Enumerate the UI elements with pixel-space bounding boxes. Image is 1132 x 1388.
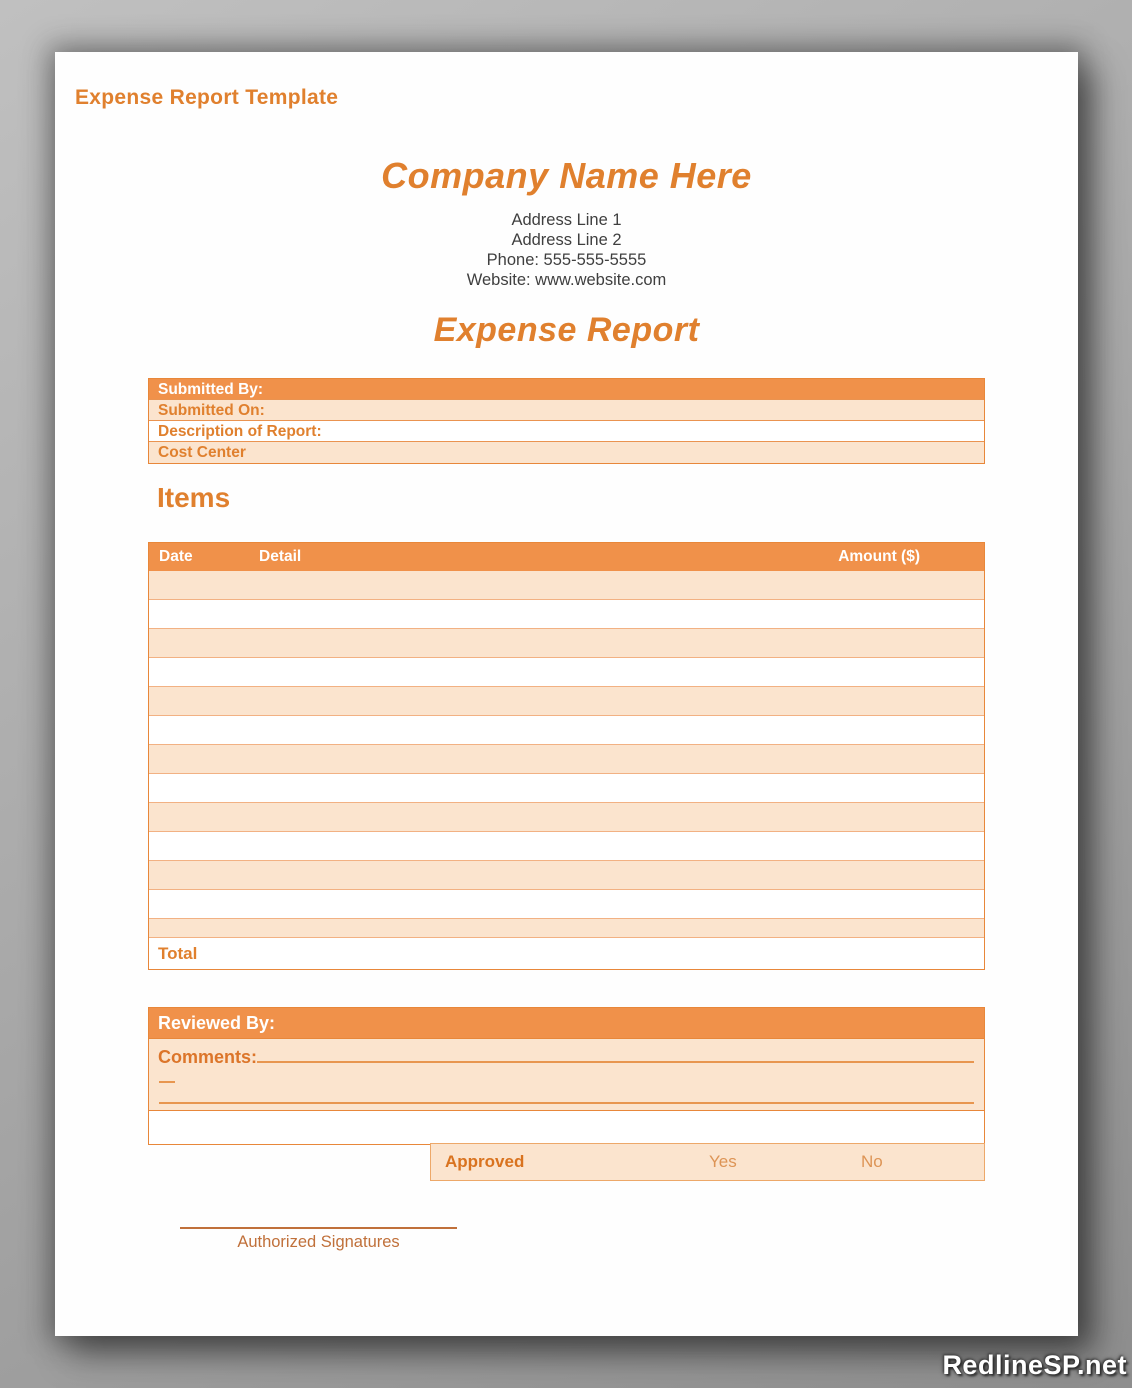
item-row-1[interactable] bbox=[149, 571, 984, 600]
item-row-8[interactable] bbox=[149, 774, 984, 803]
company-phone: Phone: 555-555-5555 bbox=[486, 251, 647, 269]
item-row-11[interactable] bbox=[149, 861, 984, 890]
description-of-report-label: Description of Report: bbox=[158, 423, 322, 440]
reviewer-empty-row[interactable] bbox=[149, 1111, 984, 1144]
item-row-10[interactable] bbox=[149, 832, 984, 861]
comments-field[interactable] bbox=[149, 1039, 984, 1111]
cost-center-label: Cost Center bbox=[158, 444, 246, 461]
item-row-7[interactable] bbox=[149, 745, 984, 774]
item-row-5[interactable] bbox=[149, 687, 984, 716]
approved-label: Approved bbox=[445, 1152, 525, 1171]
reviewed-by-header bbox=[149, 1008, 984, 1039]
comments-underline bbox=[257, 1043, 974, 1063]
item-row-13[interactable] bbox=[149, 919, 984, 938]
items-table-header bbox=[149, 543, 984, 571]
item-row-6[interactable] bbox=[149, 716, 984, 745]
items-rows-container bbox=[149, 571, 984, 938]
comments-second-underline bbox=[159, 1102, 974, 1104]
cost-center-field[interactable] bbox=[149, 442, 984, 463]
column-header-amount: Amount ($) bbox=[838, 548, 920, 565]
item-row-12[interactable] bbox=[149, 890, 984, 919]
signature-caption: Authorized Signatures bbox=[237, 1233, 400, 1251]
template-title: Expense Report Template bbox=[75, 86, 339, 109]
company-contact-block bbox=[148, 210, 985, 290]
signature-line[interactable] bbox=[180, 1227, 457, 1229]
submission-table bbox=[148, 378, 985, 464]
submitted-by-label: Submitted By: bbox=[158, 381, 264, 398]
company-address-line-1: Address Line 1 bbox=[511, 211, 622, 229]
items-section-title: Items bbox=[157, 482, 231, 513]
item-row-2[interactable] bbox=[149, 600, 984, 629]
column-header-date: Date bbox=[159, 548, 193, 565]
total-row bbox=[149, 938, 984, 969]
item-row-3[interactable] bbox=[149, 629, 984, 658]
approved-row bbox=[430, 1143, 985, 1181]
reviewed-by-label: Reviewed By: bbox=[158, 1013, 276, 1033]
total-label: Total bbox=[158, 944, 198, 963]
comments-label: Comments: bbox=[158, 1047, 258, 1067]
approved-no-option[interactable]: No bbox=[861, 1152, 883, 1171]
reviewed-by-table bbox=[148, 1007, 985, 1145]
company-name: Company Name Here bbox=[381, 155, 752, 196]
company-website: Website: www.website.com bbox=[466, 271, 667, 289]
report-title: Expense Report bbox=[433, 311, 700, 349]
item-row-9[interactable] bbox=[149, 803, 984, 832]
item-row-4[interactable] bbox=[149, 658, 984, 687]
comments-line bbox=[158, 1043, 974, 1068]
column-header-detail: Detail bbox=[259, 548, 302, 565]
watermark-text: RedlineSP.net bbox=[942, 1350, 1127, 1380]
description-of-report-field[interactable] bbox=[149, 421, 984, 442]
comments-dash bbox=[159, 1081, 175, 1083]
submitted-on-field[interactable] bbox=[149, 400, 984, 421]
items-table bbox=[148, 542, 985, 970]
submitted-by-field[interactable] bbox=[149, 379, 984, 400]
approved-yes-option[interactable]: Yes bbox=[709, 1152, 737, 1171]
submitted-on-label: Submitted On: bbox=[158, 402, 265, 419]
company-address-line-2: Address Line 2 bbox=[511, 231, 622, 249]
document-page bbox=[55, 52, 1078, 1336]
